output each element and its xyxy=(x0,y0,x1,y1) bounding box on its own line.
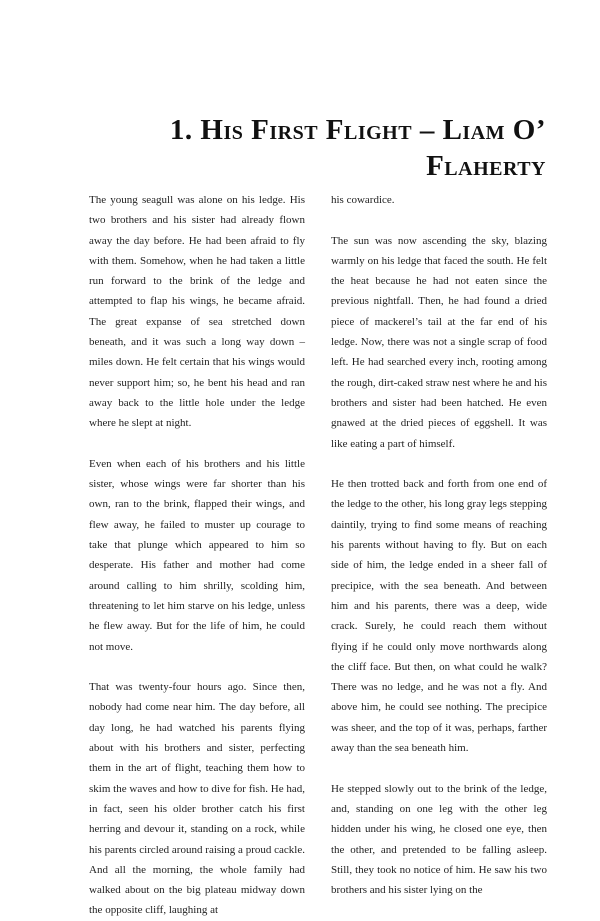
text-column-right xyxy=(331,190,547,900)
paragraph: The sun was now ascending the sky, blazing warmly on his ledge that faced the south. He felt the heat because he had not eaten since the previous nightfall. Then, he had found a dried piece of mackerel’s tail at the far end of his ledge. Now, there was not a single scrap of food left. He had searched every inch, rooting among the rough, dirt-caked straw nest where he and his brothers and sister had been hatched. He even gnawed at the dried pieces of eggshell. It was like eating a part of himself. xyxy=(331,234,547,450)
chapter-title: 1. His First Flight – Liam O’ Flaherty xyxy=(169,114,546,182)
paragraph: The young seagull was alone on his ledge. His two brothers and his sister had already flown away the day before. He had been afraid to fly with them. Somehow, when he had taken a little run forward to the brink of the ledge and attempted to flap his wings, he became afraid. The great expanse of sea stretched down beneath, and it was such a long way down – miles down. He felt certain that his wings would never support him; so, he bent his head and ran away back to the little hole under the ledge where he slept at night. xyxy=(89,194,305,430)
paragraph: his cowardice. xyxy=(331,194,395,206)
paragraph: That was twenty-four hours ago. Since then, nobody had come near him. The day before, all day long, he had watched his parents flying about with his brothers and sister, perfecting them in the art of flight, teaching them how to skim the waves and how to dive for fish. He had, in fact, seen his older brother catch his first herring and devour it, standing on a rock, while his parents circled around raising a proud cackle. And all the morning, the whole family had walked about on the big plateau midway down the opposite cliff, laughing at xyxy=(89,681,305,917)
paragraph: Even when each of his brothers and his little sister, whose wings were far shorter than his own, ran to the brink, flapped their wings, and flew away, he failed to muster up courage to take that plunge which appeared to him so desperate. His father and mother had come around calling to him shrilly, scolding him, threatening to let him starve on his ledge, unless he flew away. But for the life of him, he could not move. xyxy=(89,457,305,653)
text-column-left xyxy=(89,190,305,921)
paragraph: He stepped slowly out to the brink of the ledge, and, standing on one leg with the other leg hidden under his wing, he closed one eye, then the other, and pretended to be falling asleep. Still, they took no notice of him. He saw his two brothers and his sister lying on the xyxy=(331,782,547,897)
paragraph: He then trotted back and forth from one end of the ledge to the other, his long gray legs stepping daintily, trying to find some means of reaching his parents without having to fly. But on each side of him, the ledge ended in a sheer fall of precipice, with the sea beneath. And between him and his parents, there was a deep, wide crack. Surely, he could reach them without flying if he could only move northwards along the cliff face. But then, on what could he walk? There was no ledge, and he was not a fly. And above him, he could see nothing. The precipice was sheer, and the top of it was, perhaps, farther away than the sea beneath him. xyxy=(331,478,547,755)
